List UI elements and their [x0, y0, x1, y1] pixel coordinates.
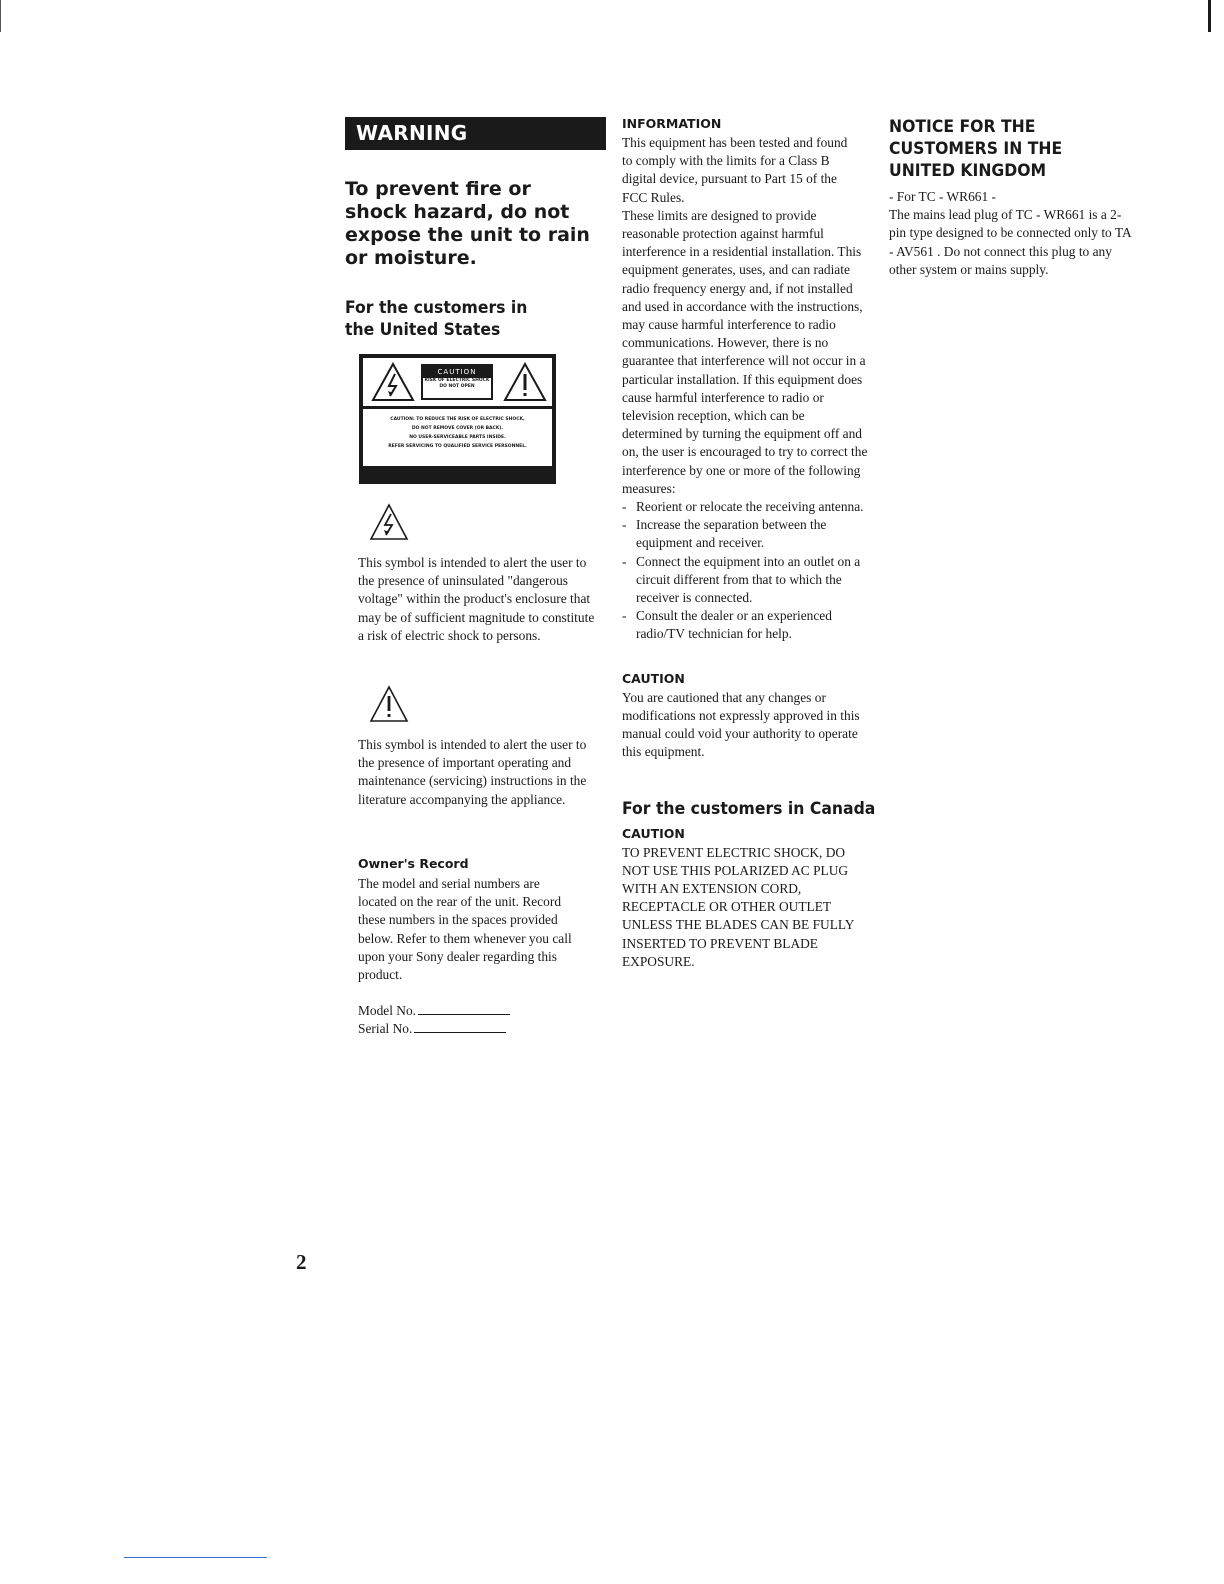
exclamation-triangle-icon [503, 362, 547, 402]
serial-no-field [358, 1020, 598, 1038]
voltage-symbol-text: This symbol is intended to alert the user to the presence of uninsulated "dangerous voltage" within the product's enclosure that may be of sufficient magnitude to constitute a risk of electric shock to persons. [358, 555, 595, 643]
left-column [345, 117, 595, 341]
uk-heading: NOTICE FOR THE CUSTOMERS IN THE UNITED KINGDOM [889, 117, 1063, 181]
measures-list [622, 498, 868, 644]
middle-column [622, 116, 876, 971]
list-item: - Connect the equipment into an outlet on a circuit different from that to which the receiver is connected. [622, 553, 868, 608]
caution-label-text: CAUTION: TO REDUCE THE RISK OF ELECTRIC SHOCK, DO NOT REMOVE COVER (OR BACK). NO USER-SERVICEABLE PARTS INSIDE. REFER SERVICING TO QUALIFIED SERVICE PERSONNEL. [388, 417, 527, 449]
list-item: - Reorient or relocate the receiving antenna. [622, 498, 868, 516]
warning-banner: WARNING [345, 117, 606, 150]
list-item: - Consult the dealer or an experienced radio/TV technician for help. [622, 607, 868, 643]
voltage-symbol-section [358, 502, 608, 645]
footer-rule [124, 1557, 267, 1558]
uk-model-line: - For TC - WR661 - [889, 189, 997, 204]
lightning-triangle-icon [371, 362, 415, 402]
owners-record-text: The model and serial numbers are located on the rear of the unit. Record these numbers in the spaces provided below. Refer to them whenever you call upon your Sony dealer regarding this product. [358, 876, 572, 983]
scan-edge-mark [0, 0, 1, 32]
serial-no-label: Serial No. [358, 1021, 413, 1037]
exclamation-symbol-section [358, 684, 608, 809]
scan-edge-mark [1208, 0, 1211, 32]
fire-warning-heading: To prevent fire or shock hazard, do not expose the unit to rain or moisture. [345, 178, 590, 269]
caution-label-bar [363, 466, 552, 480]
information-heading: INFORMATION [622, 116, 722, 131]
model-no-blank [418, 1002, 510, 1015]
information-paragraph-2: These limits are designed to provide reasonable protection against harmful interference in a residential installation. This equipment generates, uses, and can radiate radio frequency energy and, if not installed and used in accordance with the instructions, may cause harmful interference to radio communications. However, there is no guarantee that interference will not occur in a particular installation. If this equipment does cause harmful interference to radio or television reception, which can be determined by turning the equipment off and on, the user is encouraged to try to correct the interference by one or more of the following measures: [622, 207, 868, 496]
model-no-field [358, 1002, 598, 1020]
right-column [889, 116, 1139, 279]
canada-caution-text: TO PREVENT ELECTRIC SHOCK, DO NOT USE THIS POLARIZED AC PLUG WITH AN EXTENSION CORD, RECEPTACLE OR OTHER OUTLET UNLESS THE BLADES CAN BE FULLY INSERTED TO PREVENT BLADE EXPOSURE. [622, 844, 854, 969]
lightning-triangle-icon [369, 502, 409, 542]
caution-label-image [359, 354, 556, 484]
serial-no-blank [414, 1020, 506, 1033]
information-paragraph-1: This equipment has been tested and found to comply with the limits for a Class B digital device, pursuant to Part 15 of the FCC Rules. [622, 135, 848, 205]
model-no-label: Model No. [358, 1003, 417, 1019]
caution-label-center: CAUTION RISK OF ELECTRIC SHOCK DO NOT OPEN [421, 364, 493, 400]
canada-heading: For the customers in Canada [622, 798, 876, 819]
caution-text: You are cautioned that any changes or modifications not expressly approved in this manual could void your authority to operate this equipment. [622, 689, 860, 760]
owners-record-section [358, 856, 598, 1039]
list-item: - Increase the separation between the equipment and receiver. [622, 516, 868, 552]
caution-heading: CAUTION [622, 670, 685, 686]
page-number: 2 [296, 1250, 307, 1274]
exclamation-triangle-icon [369, 684, 409, 724]
uk-text: The mains lead plug of TC - WR661 is a 2-pin type designed to be connected only to TA - AV561 . Do not connect this plug to any other system or mains supply. [889, 207, 1131, 277]
owners-record-heading: Owner's Record [358, 856, 469, 871]
us-customers-heading: For the customers in the United States [345, 298, 528, 340]
exclamation-symbol-text: This symbol is intended to alert the user to the presence of important operating and maintenance (servicing) instructions in the literature accompanying the appliance. [358, 737, 587, 807]
canada-caution-heading: CAUTION [622, 825, 685, 841]
